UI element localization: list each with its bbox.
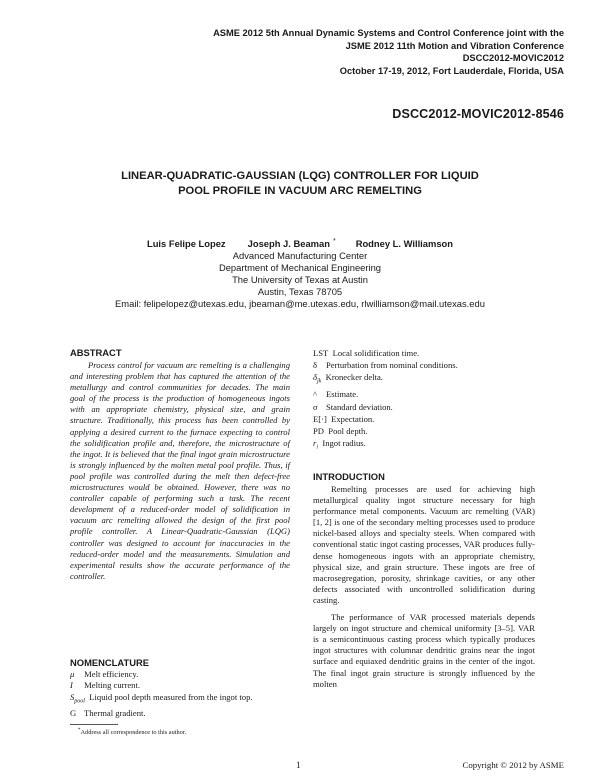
nomenclature-desc: Melting current.	[84, 680, 140, 691]
nomenclature-symbol: r	[313, 438, 317, 449]
author-name: Rodney L. Williamson	[355, 238, 454, 250]
abstract-paragraph: Process control for vacuum arc remelting is a challenging and interesting problem that has captured the attention of the metallurgy and control communities for decades. The main goal of the process is the production of homogeneous ingots with an appropriate chemistry, physical size, and grain structure. Traditionally, this process has been controlled by applying a desired current to the furnace expecting to control the solidification profile and, therefore, the microstructure of the ingot. It is believed that the final ingot grain microstructure is strongly influenced by the molten metal pool profile. Thus, if pool profile was controlled during the melt then defect-free microstructures would be obtained. However, there was no controller capable of performing such a task. The recent development of a reduced-order model of solidification in vacuum arc remelting allowed the design of the first pool profile controller. A Linear-Quadratic-Gaussian (LQG) controller was designed to account for inaccuracies in the reduced-order model and the measurements. Simulation and experimental results show the accurate performance of the controller.	[70, 360, 290, 581]
nomenclature-symbol: ^	[313, 389, 318, 400]
nomenclature-continued	[313, 347, 535, 454]
nomenclature-desc: Perturbation from nominal conditions.	[326, 360, 458, 371]
nomenclature-symbol: S	[70, 691, 75, 702]
affiliation-center: Advanced Manufacturing Center	[232, 250, 368, 261]
nomenclature-item	[70, 692, 290, 708]
nomenclature-item	[70, 669, 290, 680]
nomenclature-symbol: μ	[70, 669, 75, 679]
nomenclature-symbol: δ	[313, 372, 317, 383]
nomenclature-subscript: i	[316, 444, 319, 451]
footnote: *Address all correspondence to this author.	[78, 728, 187, 737]
nomenclature-subscript: jk	[317, 379, 322, 386]
affiliation-email[interactable]: Email: felipelopez@utexas.edu, jbeaman@me.utexas.edu, rlwilliamson@mail.utexas.edu	[115, 298, 485, 309]
nomenclature-desc: Pool depth.	[328, 425, 368, 436]
nomenclature-item	[70, 680, 290, 691]
nomenclature-item	[313, 359, 535, 371]
nomenclature-desc: Local solidification time.	[332, 348, 420, 358]
nomenclature-symbol: G	[70, 707, 77, 718]
nomenclature-symbol: σ	[313, 401, 318, 412]
nomenclature-list	[70, 669, 290, 719]
page-number: 1	[296, 760, 301, 770]
conference-line: October 17-19, 2012, Fort Lauderdale, Florida, USA	[339, 65, 564, 76]
nomenclature-desc: Expectation.	[331, 413, 375, 424]
nomenclature-symbol: E[·]	[313, 413, 327, 424]
introduction-heading: INTRODUCTION	[313, 471, 385, 482]
nomenclature-item	[313, 425, 535, 437]
introduction-paragraph: Remelting processes are used for achieving high metallurgical quality ingot structure necessary for high performance metal components. Vacuum arc remelting (VAR) [1, 2] is one of the secondary melting processes used to produce nickel-based alloys and specialty steels. When compared with conventional static ingot casting processes, VAR produces fully-dense homogeneous ingots with an appropriate chemistry, physical size, and grain structure. These ingots are free of macrosegregation, porosity, shrinkage cavities, or any other defects associated with uncontrolled solidification during casting.	[313, 484, 535, 605]
nomenclature-item	[70, 708, 290, 719]
title-line: POOL PROFILE IN VACUUM ARC REMELTING	[178, 185, 422, 197]
footnote-rule	[70, 724, 118, 725]
copyright-notice: Copyright © 2012 by ASME	[462, 760, 564, 770]
title-line: LINEAR-QUADRATIC-GAUSSIAN (LQG) CONTROLLER FOR LIQUID	[121, 170, 479, 182]
conference-line: DSCC2012-MOVIC2012	[462, 53, 564, 64]
footnote-text: Address all correspondence to this author.	[80, 729, 187, 737]
affiliation-university: The University of Texas at Austin	[232, 274, 368, 285]
abstract-heading: ABSTRACT	[70, 347, 122, 358]
paper-id: DSCC2012-MOVIC2012-8546	[392, 107, 564, 121]
introduction-paragraph: The performance of VAR processed materials depends largely on ingot structure and chemical uniformity [3–5]. VAR is a semicontinuous casting process which typically produces ingot structures with columnar dendritic grains near the ingot surface and equiaxed dendritic grains in the center of the ingot. The final ingot grain structure is strongly influenced by the molten	[313, 612, 535, 689]
nomenclature-subscript: pool	[74, 698, 85, 705]
paper-title	[80, 169, 520, 199]
conference-line: ASME 2012 5th Annual Dynamic Systems and Control Conference joint with the	[213, 28, 564, 38]
abstract-body	[70, 360, 290, 582]
nomenclature-symbol: PD	[313, 425, 324, 436]
nomenclature-symbol: LST	[313, 348, 329, 358]
nomenclature-item	[313, 437, 535, 454]
nomenclature-desc: Thermal gradient.	[84, 707, 146, 718]
nomenclature-heading: NOMENCLATURE	[70, 657, 149, 668]
corresponding-mark: *	[332, 238, 336, 245]
author-name: Luis Felipe Lopez	[146, 238, 226, 250]
conference-header	[144, 27, 564, 77]
conference-line: JSME 2012 11th Motion and Vibration Conference	[345, 40, 564, 51]
nomenclature-desc: Melt efficiency.	[84, 669, 139, 679]
nomenclature-item	[313, 388, 535, 400]
introduction-body	[313, 484, 535, 690]
nomenclature-desc: Liquid pool depth measured from the ingot top.	[89, 691, 253, 702]
nomenclature-item	[313, 371, 535, 388]
nomenclature-desc: Standard deviation.	[326, 401, 393, 412]
affiliation-department: Department of Mechanical Engineering	[218, 262, 382, 273]
nomenclature-desc: Estimate.	[326, 389, 359, 400]
nomenclature-item	[313, 413, 535, 425]
affiliation	[0, 250, 600, 310]
nomenclature-symbol: δ	[313, 360, 318, 371]
affiliation-city: Austin, Texas 78705	[257, 286, 343, 297]
nomenclature-item	[313, 401, 535, 413]
nomenclature-item	[313, 347, 535, 359]
nomenclature-desc: Kronecker delta.	[325, 372, 383, 383]
nomenclature-desc: Ingot radius.	[322, 438, 366, 449]
author-name: Joseph J. Beaman	[247, 238, 330, 250]
author-list	[0, 238, 600, 249]
nomenclature-symbol: I	[70, 680, 73, 691]
